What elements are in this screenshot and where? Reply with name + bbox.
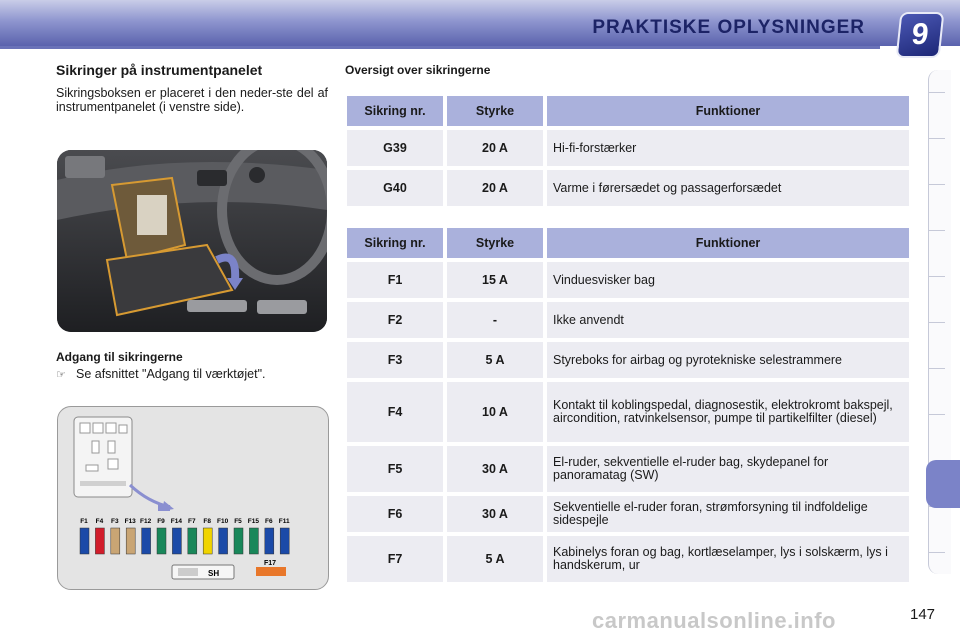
fuse-rating: 20 A <box>447 170 543 206</box>
header-sikring: Sikring nr. <box>347 228 443 258</box>
fuse-number: F4 <box>347 382 443 442</box>
tab-divider <box>929 276 945 277</box>
fuse-number: G40 <box>347 170 443 206</box>
fuse-function: Styreboks for airbag og pyrotekniske selestrammere <box>547 342 909 378</box>
relay-label: SH <box>208 569 220 578</box>
table-row <box>347 496 909 532</box>
table-row <box>347 446 909 492</box>
fuse-label-f10: F10 <box>216 518 229 525</box>
extra-fuse-label: F17 <box>264 560 277 567</box>
fuse-f7 <box>188 528 197 554</box>
tab-divider <box>929 184 945 185</box>
fuse-f14 <box>172 528 181 554</box>
header-sikring: Sikring nr. <box>347 96 443 126</box>
fuse-label-f5: F5 <box>234 518 242 525</box>
fuse-function: Varme i førersædet og passagerforsædet <box>547 170 909 206</box>
fuse-f12 <box>142 528 151 554</box>
fuse-label-f12: F12 <box>139 518 152 525</box>
fuse-f13 <box>126 528 135 554</box>
fuse-number: F1 <box>347 262 443 298</box>
header-rule <box>0 46 880 49</box>
fuse-rating: 5 A <box>447 536 543 582</box>
fuse-rating: 30 A <box>447 496 543 532</box>
fuse-function: Vinduesvisker bag <box>547 262 909 298</box>
active-chapter-tab[interactable] <box>926 460 960 508</box>
fuse-function: El-ruder, sekventielle el-ruder bag, skydepanel for panoramatag (SW) <box>547 446 909 492</box>
section-title: Sikringer på instrumentpanelet <box>56 62 263 78</box>
fuse-f8 <box>203 528 212 554</box>
fuse-function: Hi-fi-forstærker <box>547 130 909 166</box>
fuse-f6 <box>265 528 274 554</box>
tab-divider <box>929 552 945 553</box>
header-funktioner: Funktioner <box>547 228 909 258</box>
fuse-number: F7 <box>347 536 443 582</box>
fuse-rating: 30 A <box>447 446 543 492</box>
fuse-f15 <box>249 528 258 554</box>
fuse-label-f4: F4 <box>95 518 104 525</box>
fuse-f11 <box>280 528 289 554</box>
fuse-table-1 <box>343 92 913 210</box>
fuse-label-f14: F14 <box>170 518 183 525</box>
fuse-layout-drawing <box>58 407 328 589</box>
table-header-row <box>347 96 909 126</box>
page-number: 147 <box>910 606 936 623</box>
fuse-rating: 20 A <box>447 130 543 166</box>
fuse-f3 <box>111 528 120 554</box>
tab-divider <box>929 138 945 139</box>
fuse-function: Sekventielle el-ruder foran, strømforsyning til indfoldelige sidespejle <box>547 496 909 532</box>
fuse-rating: 10 A <box>447 382 543 442</box>
fuse-label-f9: F9 <box>157 518 165 525</box>
fuse-label-f6: F6 <box>265 518 273 525</box>
header-styrke: Styrke <box>447 96 543 126</box>
fuse-f5 <box>234 528 243 554</box>
pointing-hand-icon: ☞ <box>56 369 66 381</box>
access-instruction-text: Se afsnittet "Adgang til værktøjet". <box>76 367 266 381</box>
chapter-number-badge[interactable]: 9 <box>896 12 945 58</box>
fuse-f4 <box>95 528 104 554</box>
fuse-label-f15: F15 <box>247 518 260 525</box>
tab-divider <box>929 322 945 323</box>
header-funktioner: Funktioner <box>547 96 909 126</box>
table-row <box>347 342 909 378</box>
fuse-function: Kontakt til koblingspedal, diagnosestik, elektrokromt bakspejl, aircondition, ratvinkelsensor, pumpe til partikelfilter (diesel) <box>547 382 909 442</box>
tab-divider <box>929 368 945 369</box>
table-header-row <box>347 228 909 258</box>
chapter-title: PRAKTISKE OPLYSNINGER <box>592 17 865 38</box>
fuse-number: F3 <box>347 342 443 378</box>
tab-divider <box>929 92 945 93</box>
fuse-label-f3: F3 <box>111 518 119 525</box>
table-row <box>347 382 909 442</box>
fusebox-diagram <box>57 406 329 590</box>
table-row <box>347 262 909 298</box>
tab-divider <box>929 414 945 415</box>
fuse-function: Kabinelys foran og bag, kortlæselamper, lys i solskærm, lys i handskerum, ur <box>547 536 909 582</box>
table-row <box>347 170 909 206</box>
table-row <box>347 130 909 166</box>
fuse-label-f8: F8 <box>203 518 211 525</box>
fuse-rating: 15 A <box>447 262 543 298</box>
fuse-number: F6 <box>347 496 443 532</box>
fusebox-location-photo <box>57 150 327 332</box>
fuse-f9 <box>157 528 166 554</box>
fuse-f17 <box>256 567 286 576</box>
header-styrke: Styrke <box>447 228 543 258</box>
fuse-number: F2 <box>347 302 443 338</box>
access-title: Adgang til sikringerne <box>56 350 183 364</box>
intro-paragraph: Sikringsboksen er placeret i den neder-ste del af instrumentpanelet (i venstre side). <box>56 86 328 114</box>
fuse-label-f1: F1 <box>80 518 88 525</box>
tab-divider <box>929 230 945 231</box>
fuse-label-f13: F13 <box>124 518 136 525</box>
fuse-f1 <box>80 528 89 554</box>
access-instruction <box>56 367 266 381</box>
fuse-label-f7: F7 <box>188 518 196 525</box>
fuse-number: G39 <box>347 130 443 166</box>
table-row <box>347 536 909 582</box>
fuse-table-2 <box>343 224 913 586</box>
fuse-f10 <box>219 528 228 554</box>
fuse-number: F5 <box>347 446 443 492</box>
fuse-function: Ikke anvendt <box>547 302 909 338</box>
overview-title: Oversigt over sikringerne <box>345 63 491 77</box>
table-row <box>347 302 909 338</box>
fuse-rating: - <box>447 302 543 338</box>
watermark: carmanualsonline.info <box>592 608 836 633</box>
dashboard-illustration <box>57 150 327 332</box>
fuse-label-f11: F11 <box>278 518 290 525</box>
fuse-rating: 5 A <box>447 342 543 378</box>
